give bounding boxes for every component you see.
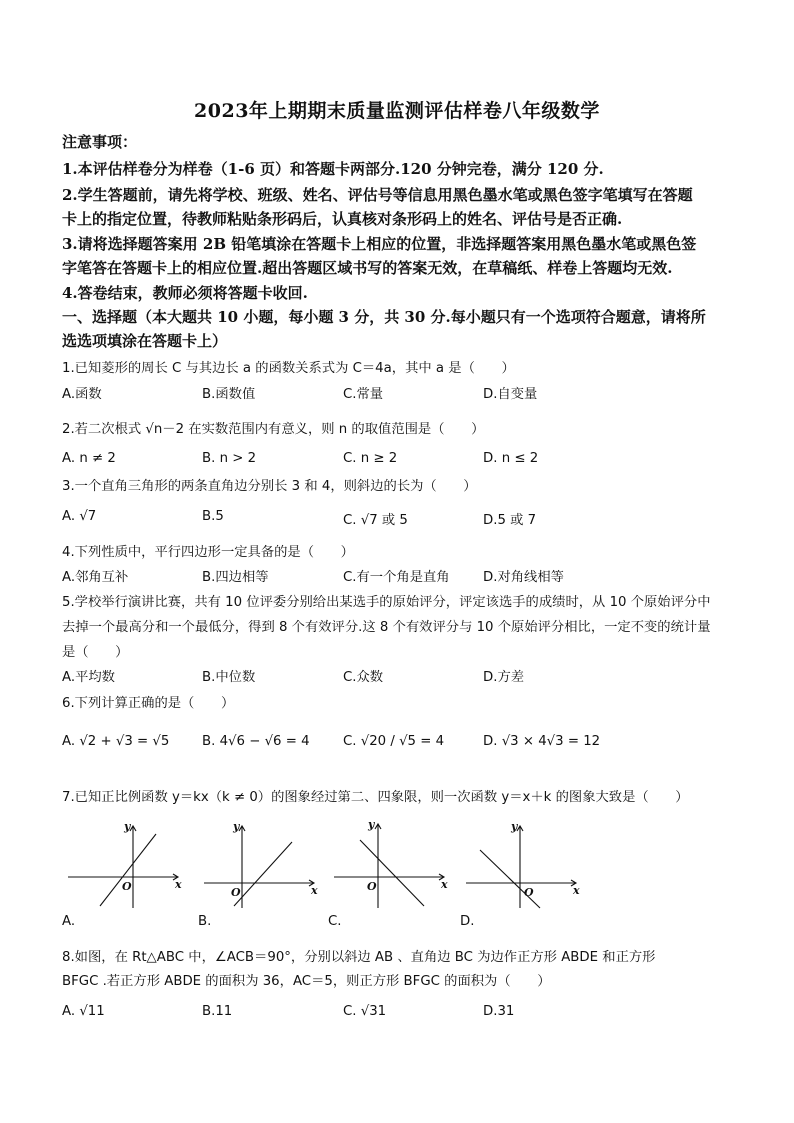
question-8-options xyxy=(62,1004,742,1026)
option-a[interactable]: A.平均数 xyxy=(62,670,115,685)
graph-c[interactable] xyxy=(326,820,448,932)
question-1-stem: 1.已知菱形的周长 C 与其边长 a 的函数关系式为 C＝4a，其中 a 是（ ） xyxy=(62,361,515,376)
y-axis-label: y xyxy=(511,820,518,833)
notice-item-1: 1.本评估样卷分为样卷（1-6 页）和答题卡两部分.120 分钟完卷，满分 120 分. xyxy=(62,160,604,178)
question-5-stem-line-1: 5.学校举行演讲比赛，共有 10 位评委分别给出某选手的原始评分，评定该选手的成绩时，从 10 个原始评分中 xyxy=(62,595,711,610)
graph-a-plot xyxy=(60,820,182,912)
option-b[interactable]: B.中位数 xyxy=(202,670,256,685)
notice-item-3-line-1: 3.请将选择题答案用 2B 铅笔填涂在答题卡上相应的位置，非选择题答案用黑色墨水笔或黑色签 xyxy=(62,235,697,253)
option-c[interactable]: C.众数 xyxy=(343,670,384,685)
question-8-stem-line-2: BFGC .若正方形 ABDE 的面积为 36，AC＝5，则正方形 BFGC 的面积为（ ） xyxy=(62,974,551,989)
option-a[interactable]: A.邻角互补 xyxy=(62,570,129,585)
question-1-options xyxy=(62,383,742,405)
section-heading-line-2: 选选项填涂在答题卡上） xyxy=(62,332,228,350)
option-b[interactable]: B. n > 2 xyxy=(202,451,257,466)
option-d[interactable]: D.方差 xyxy=(483,670,525,685)
question-5-stem-line-3: 是（ ） xyxy=(62,645,129,660)
option-b[interactable]: B.11 xyxy=(202,1004,233,1019)
option-d[interactable]: D.31 xyxy=(483,1004,515,1019)
origin-label: O xyxy=(367,880,377,893)
page-title: 2023年上期期末质量监测评估样卷八年级数学 xyxy=(194,100,600,122)
option-a[interactable]: A.函数 xyxy=(62,387,102,402)
option-a[interactable]: A. √2 + √3 = √5 xyxy=(62,734,170,749)
option-b[interactable]: B.四边相等 xyxy=(202,570,269,585)
y-axis-label: y xyxy=(368,820,375,831)
question-6-options xyxy=(62,734,742,756)
question-8-stem-line-1: 8.如图，在 Rt△ABC 中，∠ACB＝90°，分别以斜边 AB 、直角边 BC 为边作正方形 ABDE 和正方形 xyxy=(62,950,656,965)
graph-d-label: D. xyxy=(460,914,475,929)
graph-d-plot xyxy=(458,820,580,912)
question-5-stem-line-2: 去掉一个最高分和一个最低分，得到 8 个有效评分.这 8 个有效评分与 10 个原始评分相比，一定不变的统计量 xyxy=(62,620,711,635)
option-c[interactable]: C.常量 xyxy=(343,387,384,402)
origin-label: O xyxy=(231,886,241,899)
question-6-stem: 6.下列计算正确的是（ ） xyxy=(62,696,235,711)
option-b[interactable]: B.5 xyxy=(202,509,224,524)
graph-a[interactable] xyxy=(60,820,182,932)
option-b[interactable]: B. 4√6 − √6 = 4 xyxy=(202,734,310,749)
question-7-stem: 7.已知正比例函数 y＝kx（k ≠ 0）的图象经过第二、四象限，则一次函数 y＝x＋k 的图象大致是（ ） xyxy=(62,790,689,805)
question-5-options xyxy=(62,666,742,688)
option-c[interactable]: C.有一个角是直角 xyxy=(343,570,450,585)
option-a[interactable]: A. √7 xyxy=(62,509,97,524)
origin-label: O xyxy=(524,886,534,899)
question-4-options xyxy=(62,566,742,588)
option-c[interactable]: C. √31 xyxy=(343,1004,387,1019)
graph-d[interactable] xyxy=(458,820,580,932)
graph-c-plot xyxy=(326,820,448,912)
notice-item-2-line-2: 卡上的指定位置，待教师粘贴条形码后，认真核对条形码上的姓名、评估号是否正确. xyxy=(62,210,623,228)
function-line xyxy=(100,834,156,906)
x-axis-label: x xyxy=(441,878,448,891)
option-c[interactable]: C. √7 或 5 xyxy=(343,513,408,528)
option-a[interactable]: A. √11 xyxy=(62,1004,105,1019)
option-c[interactable]: C. n ≥ 2 xyxy=(343,451,398,466)
y-axis-label: y xyxy=(233,820,240,833)
question-3-options xyxy=(62,509,742,531)
option-d[interactable]: D. n ≤ 2 xyxy=(483,451,539,466)
option-d[interactable]: D.自变量 xyxy=(483,387,538,402)
option-d[interactable]: D.对角线相等 xyxy=(483,570,564,585)
graph-b[interactable] xyxy=(196,820,318,932)
notice-item-4: 4.答卷结束，教师必须将答题卡收回. xyxy=(62,284,308,302)
notice-heading: 注意事项： xyxy=(62,133,138,151)
x-axis-label: x xyxy=(175,878,182,891)
section-heading-line-1: 一、选择题（本大题共 10 小题，每小题 3 分，共 30 分.每小题只有一个选项符合题意，请将所 xyxy=(62,308,706,326)
notice-item-2-line-1: 2.学生答题前，请先将学校、班级、姓名、评估号等信息用黑色墨水笔或黑色签字笔填写在答题 xyxy=(62,186,693,204)
x-axis-label: x xyxy=(311,884,318,897)
option-b[interactable]: B.函数值 xyxy=(202,387,256,402)
question-2-options xyxy=(62,451,742,473)
graph-b-plot xyxy=(196,820,318,912)
graph-c-label: C. xyxy=(328,914,342,929)
graph-b-label: B. xyxy=(198,914,212,929)
question-7-graphs xyxy=(60,820,620,932)
function-line xyxy=(234,842,292,906)
x-axis-label: x xyxy=(573,884,580,897)
option-d[interactable]: D. √3 × 4√3 = 12 xyxy=(483,734,601,749)
question-2-stem: 2.若二次根式 √n－2 在实数范围内有意义，则 n 的取值范围是（ ） xyxy=(62,422,485,437)
option-d[interactable]: D.5 或 7 xyxy=(483,513,537,528)
function-line xyxy=(480,850,540,908)
origin-label: O xyxy=(122,880,132,893)
notice-item-3-line-2: 字笔答在答题卡上的相应位置.超出答题区域书写的答案无效，在草稿纸、样卷上答题均无效. xyxy=(62,259,673,277)
question-3-stem: 3.一个直角三角形的两条直角边分别长 3 和 4，则斜边的长为（ ） xyxy=(62,479,477,494)
graph-a-label: A. xyxy=(62,914,76,929)
y-axis-label: y xyxy=(124,820,131,833)
question-4-stem: 4.下列性质中，平行四边形一定具备的是（ ） xyxy=(62,545,354,560)
option-c[interactable]: C. √20 / √5 = 4 xyxy=(343,734,445,749)
option-a[interactable]: A. n ≠ 2 xyxy=(62,451,116,466)
function-line xyxy=(360,840,424,906)
